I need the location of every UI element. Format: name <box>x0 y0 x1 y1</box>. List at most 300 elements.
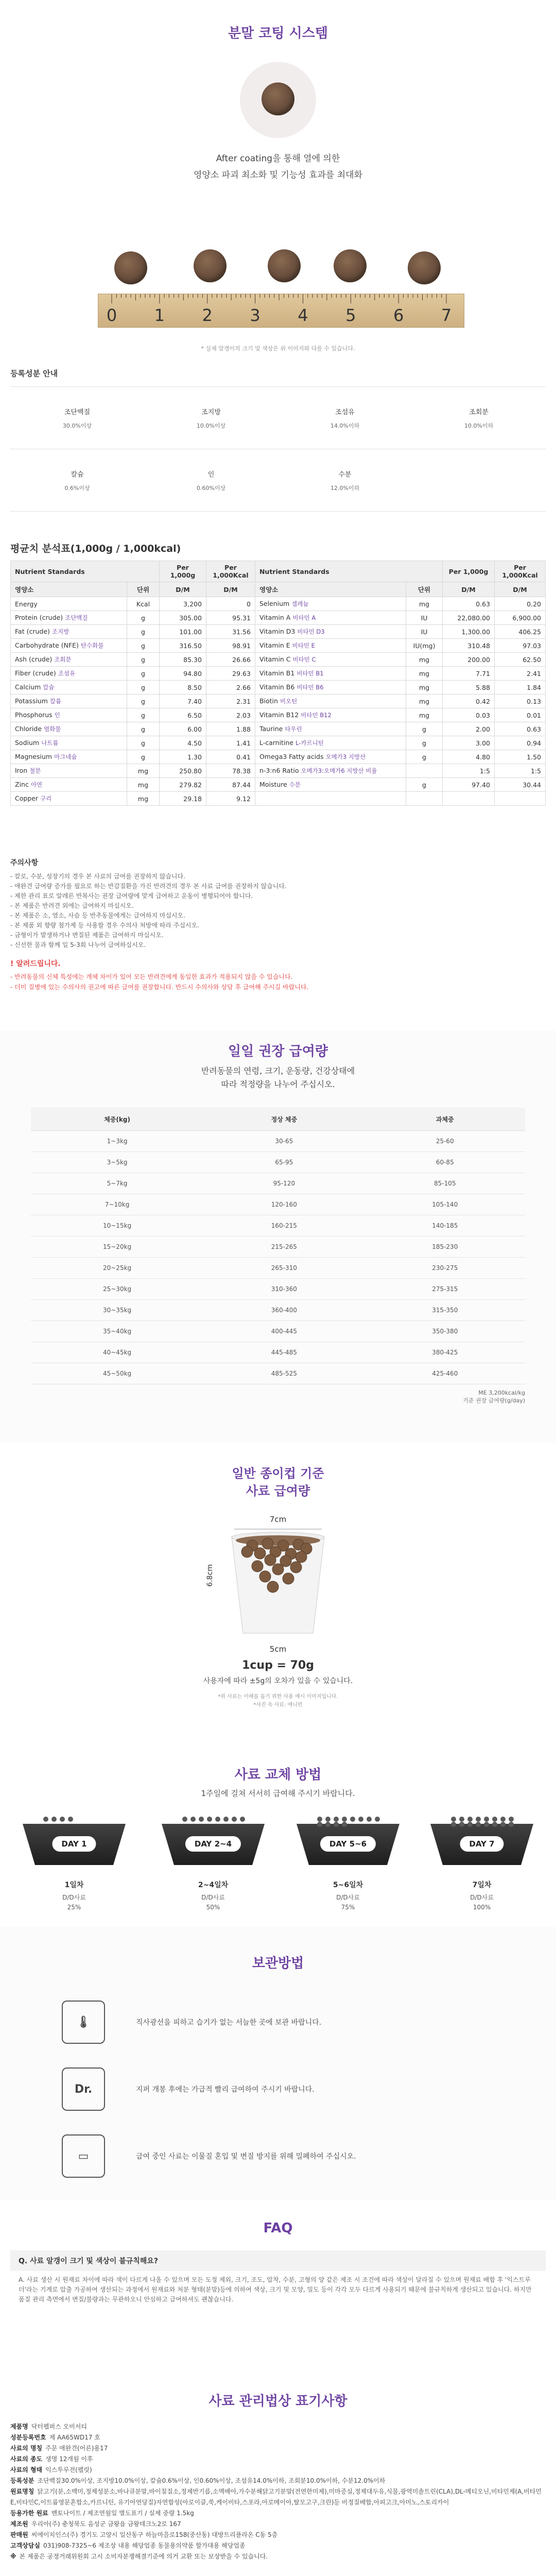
nutrient-name-cell <box>255 722 406 736</box>
nutrient-per-g-cell <box>443 792 495 806</box>
thermometer-icon: 🌡 <box>62 2001 105 2044</box>
label-info-line <box>10 2540 546 2551</box>
nutrient-per-kcal: 62.50 <box>523 655 541 664</box>
nutrient-name-cell <box>11 750 127 764</box>
feeding-cell: 30~35kg <box>31 1300 203 1321</box>
cup-kibble <box>283 1573 294 1584</box>
nutrient-per-g-cell <box>443 597 495 611</box>
label-info-line <box>10 2530 546 2540</box>
analysis-row <box>11 625 546 639</box>
nutrient-per-kcal: 1.41 <box>236 739 251 747</box>
bowl-kibble <box>459 1817 464 1822</box>
registration-cell <box>278 449 412 511</box>
nutrient-unit-cell <box>406 694 443 708</box>
nutrient-name-kr: 칼륨 <box>49 698 62 705</box>
nutrient-unit: g <box>141 711 145 719</box>
daily-sub-2: 따라 적정량을 나누어 주십시오. <box>221 1079 335 1089</box>
bowl-kibble <box>317 1822 322 1827</box>
day-range: 2~4일차 <box>198 1881 229 1889</box>
registration-label: 칼슘 <box>71 470 84 479</box>
nutrient-per-g-cell <box>159 681 206 694</box>
nutrient-name: Taurine <box>259 725 283 733</box>
nutrient-per-kcal: 2.03 <box>236 711 251 719</box>
feeding-cell: 95-120 <box>203 1173 364 1194</box>
bowl-kibble <box>358 1817 363 1822</box>
nutrient-name-cell <box>255 681 406 694</box>
registration-section <box>0 361 556 531</box>
nutrient-name-kr: 탄수화물 <box>80 642 104 649</box>
nutrient-name-kr: 조회분 <box>54 656 72 663</box>
kibble-5 <box>408 251 441 284</box>
nutrient-per-g: 22,080.00 <box>457 614 490 622</box>
nutrient-name-cell <box>255 653 406 667</box>
bowl-kibble <box>509 1817 514 1822</box>
th-dm-1: D/M <box>159 582 206 597</box>
food-bag-icon: Dr. <box>62 2067 105 2111</box>
nutrient-per-g: 6.00 <box>187 725 202 733</box>
nutrient-per-g-cell <box>443 708 495 722</box>
cup-side-dim: 6.8cm <box>205 1564 214 1587</box>
nutrient-per-g: 8.50 <box>187 683 202 691</box>
th-standards-right: Nutrient Standards <box>255 561 442 582</box>
nutrient-per-kcal: 78.38 <box>232 767 251 775</box>
feeding-row <box>31 1173 525 1194</box>
cup-kibble <box>259 1571 271 1582</box>
nutrient-unit-cell <box>406 792 443 806</box>
daily-title: 일일 권장 급여량 <box>228 1044 328 1059</box>
label-info-value: 씨에이치인스(주) 경기도 고양시 일산동구 하늘마을로158(중산동) 대방트리플라온 C동 5층 <box>31 2531 278 2538</box>
bowl-kibble <box>317 1817 322 1822</box>
label-info-key: 제품명 <box>10 2423 28 2430</box>
nutrient-unit-cell <box>406 653 443 667</box>
feeding-cell: 215-265 <box>203 1236 364 1258</box>
nutrient-per-g: 1,300.00 <box>461 628 490 636</box>
nutrient-per-g-cell <box>443 722 495 736</box>
registration-value: 30.0%이상 <box>62 422 92 429</box>
nutrient-per-g: 3,200 <box>183 600 202 608</box>
nutrient-per-kcal-cell <box>495 653 546 667</box>
feeding-table <box>31 1108 525 1384</box>
nutrient-unit: Kcal <box>136 600 150 608</box>
nutrient-unit-cell <box>406 722 443 736</box>
nutrient-name: Omega3 Fatty acids <box>259 753 324 760</box>
feeding-row <box>31 1279 525 1300</box>
faq-section <box>0 2200 556 2370</box>
label-info-title: 사료 관리법상 표기사항 <box>208 2394 348 2409</box>
warning-title: ! 알려드립니다. <box>10 960 61 968</box>
nutrient-name-kr: 조단백질 <box>65 614 88 621</box>
nutrient-per-g: 5.88 <box>476 683 490 691</box>
note-item: - 신선한 물과 함께 일 5-3회 나누어 급여하십시오. <box>10 941 146 948</box>
nutrient-per-g: 101.00 <box>179 628 202 636</box>
feeding-row <box>31 1258 525 1279</box>
nutrient-per-g-cell <box>443 667 495 681</box>
nutrient-name: Vitamin B6 <box>259 683 295 691</box>
nutrient-per-kcal-cell <box>495 625 546 639</box>
nutrient-per-kcal: 9.12 <box>236 794 251 803</box>
warning-item: - 더미 질병에 있는 수의사의 권고에 따른 급여를 권장합니다. 반드시 수의사와 상담 후 급여해 주시길 바랍니다. <box>10 984 309 991</box>
nutrient-name-kr: 염화물 <box>44 725 61 733</box>
storage-section <box>0 1927 556 2200</box>
nutrient-unit: g <box>422 739 426 747</box>
nutrient-per-kcal: 31.56 <box>232 628 251 636</box>
nutrient-name: Selenium <box>259 600 290 607</box>
nutrient-per-kcal: 30.44 <box>523 781 541 789</box>
feeding-cell: 230-275 <box>365 1258 525 1279</box>
warning-item: - 반려동물의 신체 특성에는 개체 차이가 있어 모든 반려견에게 동일한 효과가 적용되지 않을 수 있습니다. <box>10 973 293 980</box>
analysis-row <box>11 722 546 736</box>
nutrient-per-g-cell <box>159 792 206 806</box>
nutrient-per-kcal: 0.20 <box>527 600 541 608</box>
nutrient-per-g: 316.50 <box>179 641 202 650</box>
label-info-section <box>0 2370 556 2576</box>
nutrient-unit-cell <box>406 750 443 764</box>
bowl-kibble <box>367 1817 372 1822</box>
transition-title: 사료 교체 방법 <box>234 1767 322 1783</box>
registration-cell <box>412 387 546 449</box>
nutrient-per-g: 305.00 <box>179 614 202 622</box>
cup-kibble <box>272 1564 284 1575</box>
nutrient-name: Biotin <box>259 697 278 705</box>
ruler-number: 4 <box>298 306 308 325</box>
feeding-cell: 445-485 <box>203 1342 364 1363</box>
nutrient-name-kr: 비타민 B1 <box>297 670 324 677</box>
label-info-line <box>10 2486 546 2508</box>
feed-header-over: 과체중 <box>365 1108 525 1131</box>
nutrient-per-kcal-cell <box>495 708 546 722</box>
registration-value: 10.0%이하 <box>464 422 494 429</box>
analysis-row <box>11 681 546 694</box>
storage-item <box>62 2123 494 2190</box>
nutrient-name: Vitamin D3 <box>259 628 296 635</box>
cup-note-2: *사진 속 사료: 애니먼 <box>253 1702 303 1708</box>
nutrient-name-kr: 마그네슘 <box>54 753 77 760</box>
bowl-icon <box>297 1814 399 1865</box>
label-info-key: 등용가한 원료 <box>10 2510 48 2517</box>
nutrient-name-cell <box>11 778 127 792</box>
nutrient-unit-cell <box>406 681 443 694</box>
nutrient-unit: IU(mg) <box>413 641 436 650</box>
th-per-g-left: Per 1,000g <box>159 561 206 582</box>
label-info-value: 031)908-7325~6 제조상 내용 해당업종 동물용의약품 할가대용 해당업종 <box>43 2542 246 2549</box>
nutrient-per-kcal-cell <box>495 792 546 806</box>
feeding-cell: 10~15kg <box>31 1215 203 1236</box>
kibble-2 <box>194 249 227 282</box>
transition-day <box>18 1814 131 1911</box>
nutrient-per-g: 6.50 <box>187 711 202 719</box>
feeding-cell: 160-215 <box>203 1215 364 1236</box>
analysis-title: 평균치 분석표(1,000g / 1,000kcal) <box>10 543 181 554</box>
day-range: 5~6일차 <box>333 1881 363 1889</box>
analysis-row <box>11 708 546 722</box>
feeding-row <box>31 1131 525 1152</box>
nutrient-per-g: 0.03 <box>476 711 490 719</box>
cup-title-1: 일반 종이컵 기준 <box>232 1466 324 1481</box>
bowl-kibble <box>232 1817 237 1822</box>
feeding-cell: 185-230 <box>365 1236 525 1258</box>
th-dm-3: D/M <box>443 582 495 597</box>
day-badge: DAY 5~6 <box>320 1836 376 1852</box>
bowl-kibble <box>190 1817 196 1822</box>
label-info-key: 판매원 <box>10 2531 28 2538</box>
bowl-kibble <box>207 1817 212 1822</box>
nutrient-per-g-cell <box>159 708 206 722</box>
nutrient-unit: g <box>422 725 426 733</box>
nutrient-per-kcal: 0.94 <box>527 739 541 747</box>
cup-equation: 1cup = 70g <box>242 1659 314 1672</box>
nutrient-name: n-3:n6 Ratio <box>259 767 299 774</box>
nutrient-unit: g <box>141 739 145 747</box>
label-info-value: 주문 애완견(어른)용17 <box>45 2445 108 2452</box>
nutrient-unit: g <box>141 655 145 664</box>
cup-kibble <box>254 1548 266 1559</box>
label-info-value: 조단백질30.0%이상, 조지방10.0%이상, 칼슘0.6%이상, 인0.60%이상, 조섬유14.0%이하, 조회분10.0%이하, 수분12.0%이하 <box>37 2477 386 2484</box>
label-info-key: 사료의 형태 <box>10 2466 43 2473</box>
notes-list <box>10 872 546 950</box>
nutrient-per-kcal: 6,900.00 <box>512 614 541 622</box>
nutrient-name: Moisture <box>259 781 287 788</box>
nutrient-per-kcal-cell <box>495 764 546 778</box>
day-range: 1일차 <box>64 1881 84 1889</box>
ruler-number-row <box>98 301 464 325</box>
daily-section <box>0 1030 556 1443</box>
label-info-line <box>10 2508 546 2519</box>
nutrient-per-g: 94.80 <box>183 669 202 677</box>
bowl-kibble <box>509 1822 514 1827</box>
label-info-key: 등록성분 <box>10 2477 34 2484</box>
bowl-kibble <box>467 1817 473 1822</box>
daily-footnote-1: ME 3,200kcal/kg <box>478 1389 525 1396</box>
faq-question-bar[interactable] <box>10 2250 546 2271</box>
nutrient-unit: g <box>422 753 426 761</box>
label-info-key: ※ <box>10 2553 16 2560</box>
nutrient-per-kcal: 0.13 <box>527 697 541 705</box>
registration-value: 14.0%이하 <box>330 422 360 429</box>
nutrient-name: Chloride <box>15 725 42 733</box>
nutrient-name: Vitamin B1 <box>259 669 295 677</box>
nutrient-name: Ash (crude) <box>15 655 53 663</box>
day-desc: D/D사료 <box>62 1894 86 1901</box>
nutrient-name-kr: L-카르니틴 <box>296 739 324 747</box>
ruler-number: 5 <box>345 306 356 325</box>
label-info-key: 성분등록번호 <box>10 2434 46 2441</box>
nutrient-per-g: 29.18 <box>183 794 202 803</box>
cup-kibble <box>252 1561 263 1572</box>
faq-title: FAQ <box>263 2221 293 2236</box>
storage-text: 지퍼 개봉 후에는 가급적 빨리 급여하여 주시기 바랍니다. <box>136 2086 315 2094</box>
bowl-kibble <box>51 1817 57 1822</box>
nutrient-per-kcal-cell <box>206 764 255 778</box>
feeding-cell: 265-310 <box>203 1258 364 1279</box>
nutrient-per-g-cell <box>159 736 206 750</box>
analysis-row <box>11 667 546 681</box>
nutrient-per-g: 4.80 <box>476 753 490 761</box>
nutrient-per-kcal-cell <box>206 611 255 625</box>
nutrient-per-g: 0.42 <box>476 697 490 705</box>
feeding-row <box>31 1363 525 1384</box>
feeding-cell: 380-425 <box>365 1342 525 1363</box>
nutrient-per-kcal: 95.31 <box>232 614 251 622</box>
analysis-row <box>11 653 546 667</box>
bowl-kibble <box>342 1817 347 1822</box>
transition-day <box>291 1814 405 1911</box>
ruler-number: 7 <box>441 306 452 325</box>
registration-label: 조섬유 <box>335 408 355 416</box>
notes-title: 주의사항 <box>10 859 39 867</box>
nutrient-name-kr: 셀레늄 <box>291 600 309 607</box>
nutrient-per-g-cell <box>159 653 206 667</box>
nutrient-name: Sodium <box>15 739 40 747</box>
nutrient-unit: g <box>141 683 145 691</box>
nutrient-unit-cell <box>127 708 159 722</box>
nutrient-per-kcal-cell <box>206 778 255 792</box>
cup-note-1: *위 사료는 이해를 돕기 위한 사용 예시 이미지입니다. <box>218 1694 338 1700</box>
nutrient-per-kcal: 1.84 <box>527 683 541 691</box>
nutrient-unit: mg <box>419 600 430 608</box>
nutrient-unit: IU <box>421 614 428 622</box>
day-desc: D/D사료 <box>201 1894 225 1901</box>
label-info-line <box>10 2421 546 2432</box>
nutrient-per-g: 85.30 <box>183 655 202 664</box>
bowl-kibble <box>500 1817 506 1822</box>
nutrient-name-cell <box>255 597 406 611</box>
th-standards-left: Nutrient Standards <box>11 561 160 582</box>
day-badge: DAY 2~4 <box>185 1836 241 1852</box>
label-info-value: 생명 12개월 이후 <box>45 2455 93 2463</box>
feeding-cell: 25-60 <box>365 1131 525 1152</box>
registration-label: 조회분 <box>469 408 489 416</box>
storage-text: 직사광선을 피하고 습기가 없는 서늘한 곳에 보관 바랍니다. <box>136 2019 322 2027</box>
feeding-row <box>31 1194 525 1215</box>
label-info-list <box>10 2421 546 2562</box>
nutrient-per-g: 2.00 <box>476 725 490 733</box>
feeding-row <box>31 1342 525 1363</box>
analysis-row <box>11 639 546 653</box>
note-item: - 칼로, 수분, 성장기의 경우 본 사료의 급여를 권장하지 않습니다. <box>10 873 185 880</box>
cup-top-dim: 7cm <box>269 1515 287 1524</box>
cup-kibble <box>241 1546 253 1557</box>
transition-section <box>0 1710 556 1927</box>
label-info-key: 원료명칭 <box>10 2488 34 2495</box>
bowl-kibble <box>60 1817 65 1822</box>
nutrient-unit: g <box>422 781 426 789</box>
registration-row <box>10 449 546 512</box>
nutrient-name-cell <box>11 597 127 611</box>
nutrient-name-kr: 수분 <box>289 781 301 788</box>
nutrient-unit: mg <box>419 655 430 664</box>
feeding-cell: 35~40kg <box>31 1321 203 1342</box>
bowl-kibble <box>325 1817 331 1822</box>
feeding-cell: 275-315 <box>365 1279 525 1300</box>
nutrient-name-cell <box>11 639 127 653</box>
faq-answer: A. 사료 생산 시 원재료 차이에 따라 색이 다르게 나올 수 있으며 모든 도정 제외, 크기, 조도, 압착, 수분, 고형의 양 같은 제조 시 조건에 따라 색상이 달라질 수 있으며 원재료 배합 후 '익스트루더'라는 기계로 압출 가공하여 생산되는 과정에서 원재료와 처분 형태(분말)등에 의하여 색상, 크기 및 모양, 밀도 등이 각각 모두 다르게 사용되기 때문에 불규칙하게 생산되고 있습니다. 하지만 품질 관리 측면에서 변질/불량과는 무관하오니 안심하고 급여하셔도 괜찮습니다. <box>19 2276 532 2303</box>
feeding-cell: 40~45kg <box>31 1342 203 1363</box>
nutrient-per-kcal: 406.25 <box>518 628 541 636</box>
feeding-cell: 5~7kg <box>31 1173 203 1194</box>
nutrient-unit: g <box>141 725 145 733</box>
nutrient-name: Vitamin A <box>259 614 291 621</box>
th-per-kcal-right: Per 1,000Kcal <box>495 561 546 582</box>
nutrient-unit: mg <box>419 683 430 691</box>
note-item: - 금형이가 발생하거나 변질된 제품은 급여하지 마십시오. <box>10 931 164 939</box>
nutrient-per-g: 200.00 <box>467 655 490 664</box>
nutrient-unit-cell <box>127 778 159 792</box>
faq-question: Q. 사료 알갱이 크기 및 색상이 불규칙해요? <box>19 2257 158 2265</box>
notes-section <box>0 855 556 1030</box>
nutrient-unit-cell <box>127 722 159 736</box>
nutrient-per-kcal-cell <box>206 722 255 736</box>
feeding-cell: 65-95 <box>203 1152 364 1173</box>
feeding-cell: 20~25kg <box>31 1258 203 1279</box>
note-item: - 본 제품은 반려견 외에는 급여하지 마십시오. <box>10 902 134 909</box>
day-percent: 50% <box>206 1904 220 1911</box>
nutrient-per-kcal: 87.44 <box>232 781 251 789</box>
bowl-kibble <box>182 1817 187 1822</box>
feed-header-normal: 정상 체중 <box>203 1108 364 1131</box>
nutrient-name-kr: 철분 <box>29 767 41 774</box>
nutrient-name-kr: 비오틴 <box>280 698 298 705</box>
nutrient-unit-cell <box>127 639 159 653</box>
nutrient-per-kcal-cell <box>495 722 546 736</box>
nutrient-per-g-cell <box>443 736 495 750</box>
nutrient-per-kcal: 1:5 <box>530 767 541 775</box>
label-info-line <box>10 2519 546 2530</box>
nutrient-unit-cell <box>127 625 159 639</box>
nutrient-name: Calcium <box>15 683 41 691</box>
nutrient-name-kr: 조섬유 <box>58 670 76 677</box>
label-info-key: 고객상담실 <box>10 2542 40 2549</box>
nutrient-per-g-cell <box>443 611 495 625</box>
nutrient-name: Vitamin B12 <box>259 711 299 719</box>
day-percent: 100% <box>473 1904 491 1911</box>
nutrient-unit-cell <box>127 611 159 625</box>
nutrient-name-cell <box>11 625 127 639</box>
label-info-value: 제 AA65WD17 호 <box>49 2434 100 2441</box>
nutrient-per-g-cell <box>159 625 206 639</box>
nutrient-name-cell <box>255 639 406 653</box>
registration-cell <box>10 387 144 449</box>
note-item: - 제한 관리 표로 알레른 반복사는 권장 급여량에 맞게 급여하고 운동이 병행되어야 합니다. <box>10 892 253 900</box>
feeding-cell: 485-525 <box>203 1363 364 1384</box>
nutrient-per-kcal-cell <box>495 736 546 750</box>
coating-section <box>0 0 556 361</box>
storage-list <box>62 1989 494 2190</box>
nutrient-per-g-cell <box>159 597 206 611</box>
cup-kibble <box>290 1562 302 1573</box>
nutrient-name-kr: 나트륨 <box>41 739 59 747</box>
feeding-cell: 60-85 <box>365 1152 525 1173</box>
bowl-kibble <box>342 1822 347 1827</box>
nutrient-name-cell <box>255 750 406 764</box>
daily-footnote-2: 기준 권장 급여량(g/day) <box>463 1397 525 1404</box>
label-info-line <box>10 2443 546 2454</box>
nutrient-name-kr: 비타민 B6 <box>297 684 324 691</box>
nutrient-name-kr: 타우린 <box>285 725 302 733</box>
feeding-row <box>31 1236 525 1258</box>
analysis-table <box>10 561 546 806</box>
nutrient-per-kcal: 1.88 <box>236 725 251 733</box>
nutrient-name: Zinc <box>15 781 29 788</box>
feeding-cell: 25~30kg <box>31 1279 203 1300</box>
cup-bottom-dim: 5cm <box>269 1645 287 1654</box>
nutrient-unit: mg <box>419 711 430 719</box>
nutrient-per-g-cell <box>159 750 206 764</box>
bowl-kibble <box>451 1817 456 1822</box>
nutrient-name-kr: 조지방 <box>51 628 70 635</box>
nutrient-name-kr: 비타민 D3 <box>297 628 325 635</box>
nutrient-per-kcal-cell <box>495 681 546 694</box>
bowl-kibble <box>350 1817 355 1822</box>
